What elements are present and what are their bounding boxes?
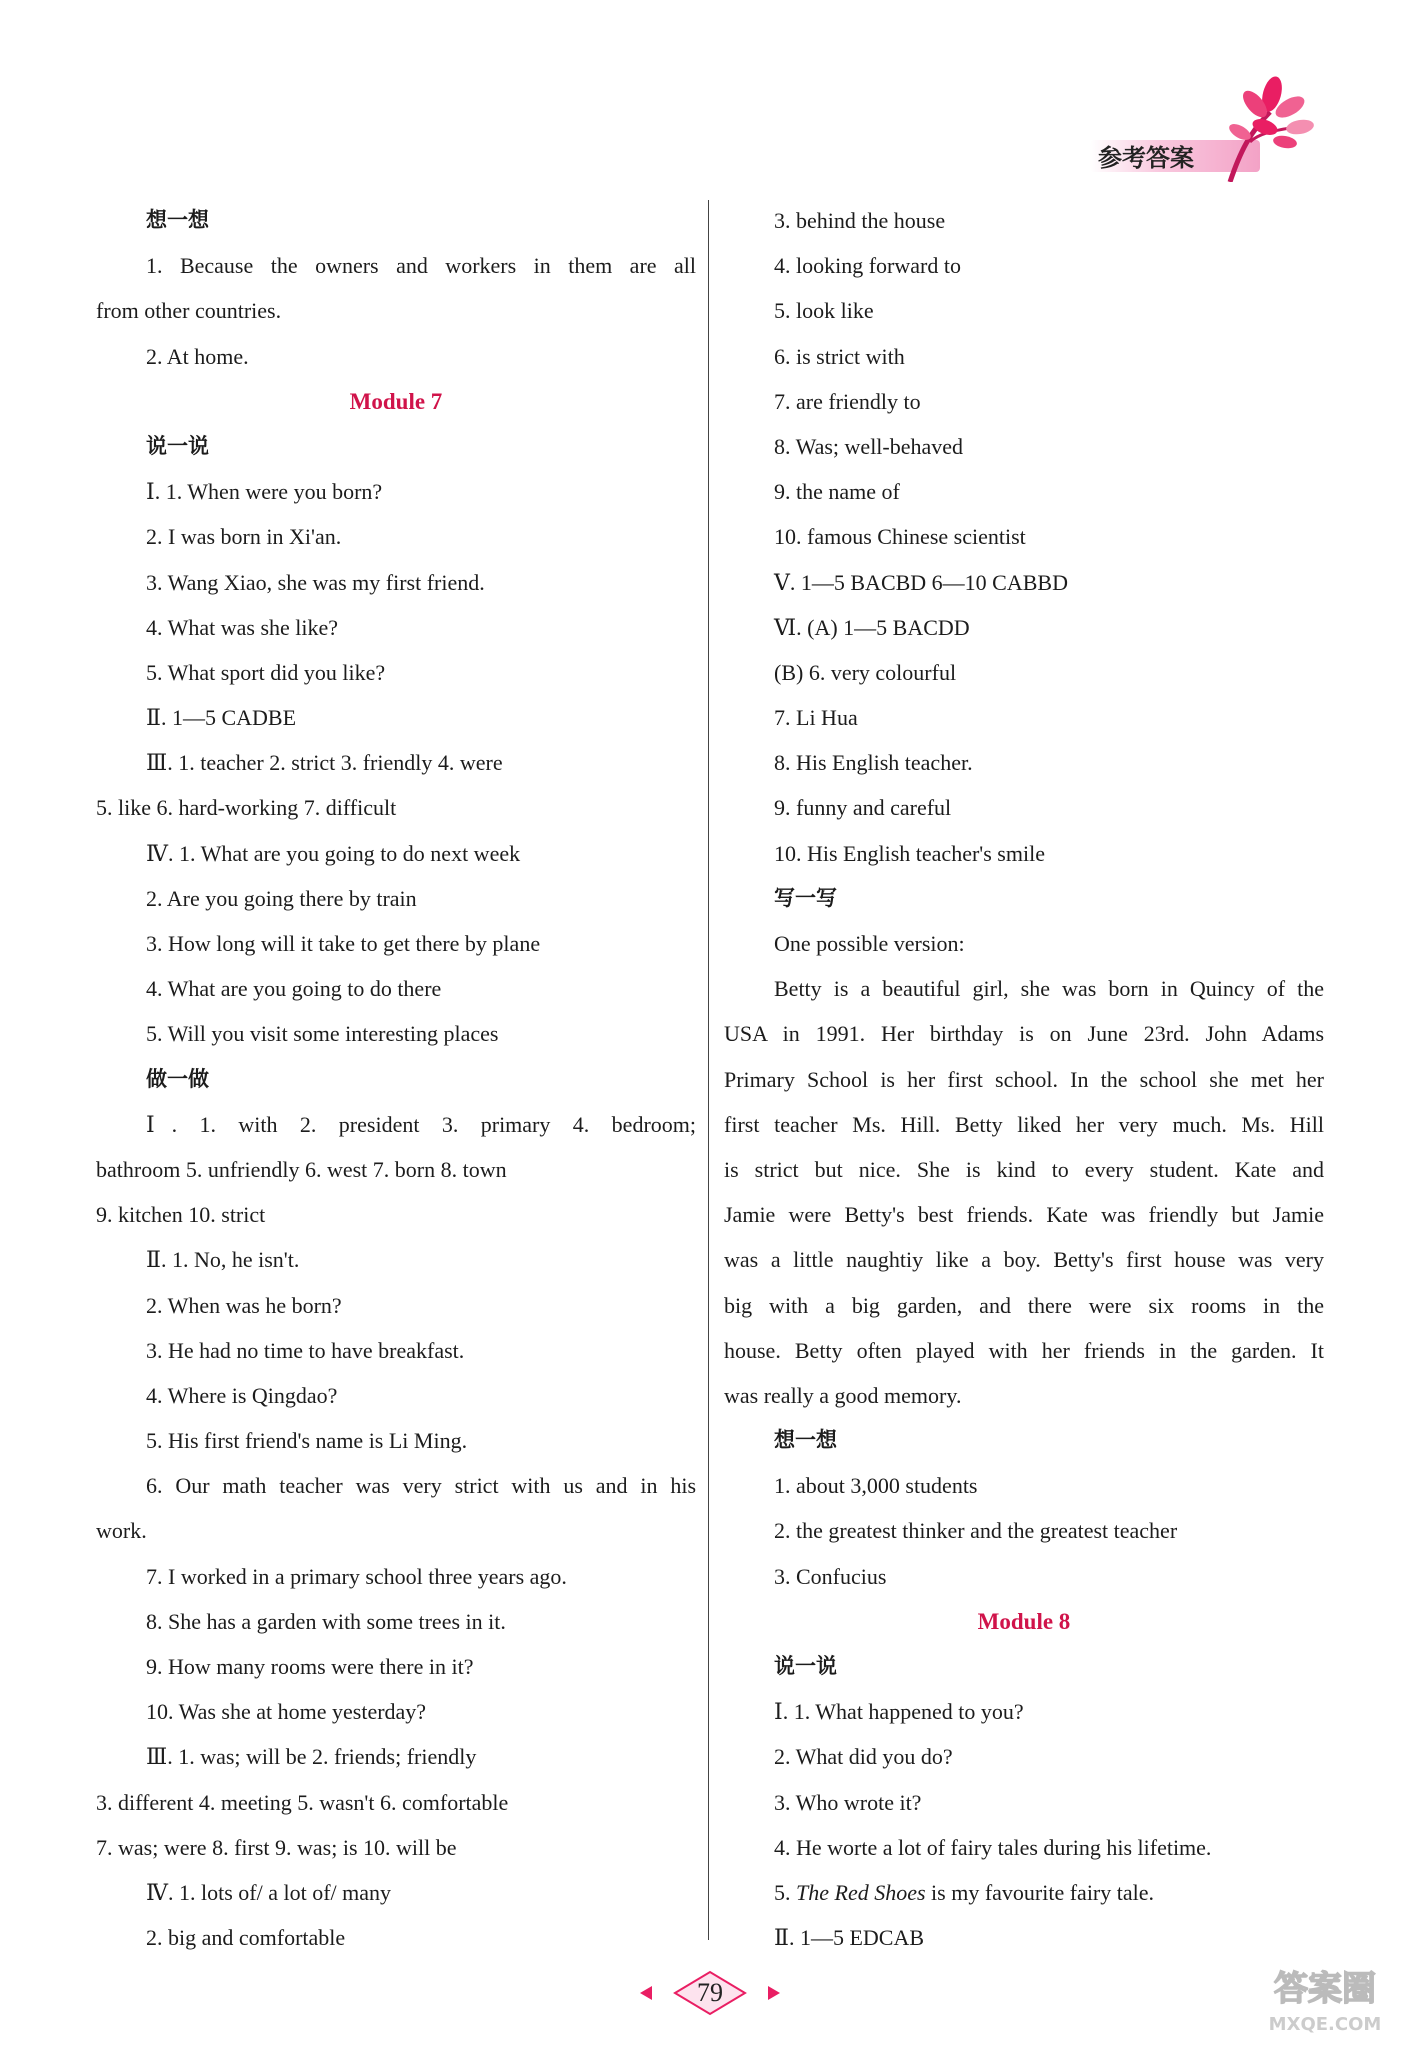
- answer-line: Ⅰ. 1. What happened to you?: [774, 1699, 1024, 1725]
- essay-line: Jamie were Betty's best friends. Kate was friendly but Jamie: [724, 1202, 1324, 1228]
- essay-line: is strict but nice. She is kind to every student. Kate and: [724, 1156, 1324, 1182]
- answer-line: 2. Are you going there by train: [146, 885, 417, 911]
- answer-line: 9. funny and careful: [774, 795, 952, 821]
- answer-line: 8. His English teacher.: [774, 750, 973, 776]
- essay-line: USA in 1991. Her birthday is on June 23rd. John Adams: [724, 1021, 1324, 1047]
- answer-line: 9. the name of: [774, 479, 900, 505]
- answer-line: Ⅱ. 1. No, he isn't.: [146, 1247, 300, 1273]
- answer-line: 10. Was she at home yesterday?: [146, 1699, 427, 1725]
- answer-line: from other countries.: [96, 298, 282, 324]
- answer-line: 8. Was; well-behaved: [774, 433, 964, 459]
- answer-number: 5.: [774, 1879, 796, 1905]
- answer-line: Ⅰ. 1. with 2. president 3. primary 4. bedroom;: [146, 1111, 696, 1137]
- answer-line: 9. kitchen 10. strict: [96, 1202, 266, 1228]
- section-heading: 想一想: [774, 1428, 837, 1453]
- essay-line: first teacher Ms. Hill. Betty liked her very much. Ms. Hill: [724, 1111, 1324, 1137]
- answer-line: Ⅴ. 1—5 BACBD 6—10 CABBD: [774, 569, 1068, 595]
- answer-line: Ⅲ. 1. was; will be 2. friends; friendly: [146, 1744, 477, 1770]
- answer-text: is my favourite fairy tale.: [925, 1879, 1155, 1905]
- left-column: [96, 198, 696, 1960]
- answer-line: 5. What sport did you like?: [146, 659, 386, 685]
- answer-line: 7. are friendly to: [774, 388, 921, 414]
- answer-line: 2. When was he born?: [146, 1292, 342, 1318]
- answer-line: [724, 1870, 1324, 1915]
- essay-line: was a little naughtiy like a boy. Betty's first house was very: [724, 1247, 1324, 1273]
- answer-line: 3. different 4. meeting 5. wasn't 6. comfortable: [96, 1789, 509, 1815]
- module-title: Module 7: [349, 388, 443, 414]
- section-heading: 说一说: [146, 433, 209, 458]
- page-number-badge: [630, 1968, 790, 2018]
- answer-line: bathroom 5. unfriendly 6. west 7. born 8. town: [96, 1156, 507, 1182]
- answer-line: 5. Will you visit some interesting places: [146, 1021, 499, 1047]
- answer-line: 4. What are you going to do there: [146, 976, 442, 1002]
- answer-line: 3. He had no time to have breakfast.: [146, 1337, 465, 1363]
- answer-line: 3. Who wrote it?: [774, 1789, 922, 1815]
- answer-line: 1. Because the owners and workers in them are all: [146, 253, 696, 279]
- answer-line: Ⅳ. 1. What are you going to do next week: [146, 840, 521, 866]
- section-heading: 做一做: [146, 1066, 209, 1091]
- answer-line: 2. At home.: [146, 343, 249, 369]
- answer-line: 2. I was born in Xi'an.: [146, 524, 342, 550]
- answer-line: 9. How many rooms were there in it?: [146, 1654, 474, 1679]
- book-title: The Red Shoes: [796, 1879, 926, 1905]
- answer-line: 3. Confucius: [774, 1563, 887, 1589]
- module-title: Module 8: [977, 1608, 1071, 1634]
- page-number: 79: [697, 1978, 723, 2007]
- answer-line: 5. look like: [774, 298, 874, 324]
- answer-line: work.: [96, 1518, 147, 1544]
- answer-line: 3. How long will it take to get there by plane: [146, 931, 541, 956]
- essay-line: was really a good memory.: [724, 1382, 962, 1408]
- essay-line: house. Betty often played with her friends in the garden. It: [724, 1337, 1324, 1363]
- answer-line: 10. famous Chinese scientist: [774, 524, 1026, 550]
- right-column: [724, 198, 1324, 1960]
- answer-line: 7. Li Hua: [774, 705, 858, 731]
- answer-line: 5. His first friend's name is Li Ming.: [146, 1428, 468, 1454]
- essay-line: Betty is a beautiful girl, she was born in Quincy of the: [774, 976, 1324, 1002]
- answer-line: 6. is strict with: [774, 343, 905, 369]
- answer-line: 7. I worked in a primary school three years ago.: [146, 1563, 567, 1589]
- header-label: 参考答案: [1098, 144, 1194, 172]
- answer-line: 2. What did you do?: [774, 1744, 953, 1770]
- answer-line: (B) 6. very colourful: [774, 659, 957, 685]
- section-heading: 想一想: [146, 208, 209, 232]
- essay-line: big with a big garden, and there were six rooms in the: [724, 1292, 1324, 1318]
- section-heading: 说一说: [774, 1654, 837, 1678]
- answer-line: 4. He worte a lot of fairy tales during his lifetime.: [774, 1834, 1212, 1860]
- answer-line: 7. was; were 8. first 9. was; is 10. will be: [96, 1834, 457, 1860]
- answer-line: 1. about 3,000 students: [774, 1473, 978, 1499]
- answer-line: 3. behind the house: [774, 208, 946, 233]
- answer-line: Ⅳ. 1. lots of/ a lot of/ many: [146, 1879, 392, 1905]
- answer-line: Ⅲ. 1. teacher 2. strict 3. friendly 4. were: [146, 750, 503, 776]
- answer-line: 5. like 6. hard-working 7. difficult: [96, 795, 397, 821]
- answer-line: 4. What was she like?: [146, 614, 339, 640]
- answer-line: Ⅱ. 1—5 CADBE: [146, 705, 297, 731]
- answer-line: Ⅰ. 1. When were you born?: [146, 479, 383, 505]
- answer-line: 8. She has a garden with some trees in it.: [146, 1608, 506, 1634]
- column-divider: [708, 200, 709, 1940]
- svg-text:MXQE.COM: MXQE.COM: [1268, 2014, 1382, 2035]
- answer-line: 3. Wang Xiao, she was my first friend.: [146, 569, 485, 595]
- answer-line: 2. big and comfortable: [146, 1925, 346, 1951]
- tree-logo-icon: [1210, 72, 1320, 182]
- answer-line: Ⅱ. 1—5 EDCAB: [774, 1925, 925, 1951]
- answer-line: 4. looking forward to: [774, 253, 961, 279]
- essay-line: Primary School is her first school. In the school she met her: [724, 1066, 1324, 1092]
- answer-line: 10. His English teacher's smile: [774, 840, 1045, 866]
- answer-line: 2. the greatest thinker and the greatest teacher: [774, 1518, 1178, 1544]
- section-heading: 写一写: [774, 885, 837, 910]
- answer-line: 4. Where is Qingdao?: [146, 1382, 338, 1408]
- answer-line: One possible version:: [774, 931, 965, 956]
- answer-line: 6. Our math teacher was very strict with us and in his: [146, 1473, 696, 1499]
- svg-text:答案圈: 答案圈: [1274, 1969, 1376, 2009]
- watermark-logo: [1240, 1960, 1410, 2040]
- answer-line: Ⅵ. (A) 1—5 BACDD: [774, 614, 970, 640]
